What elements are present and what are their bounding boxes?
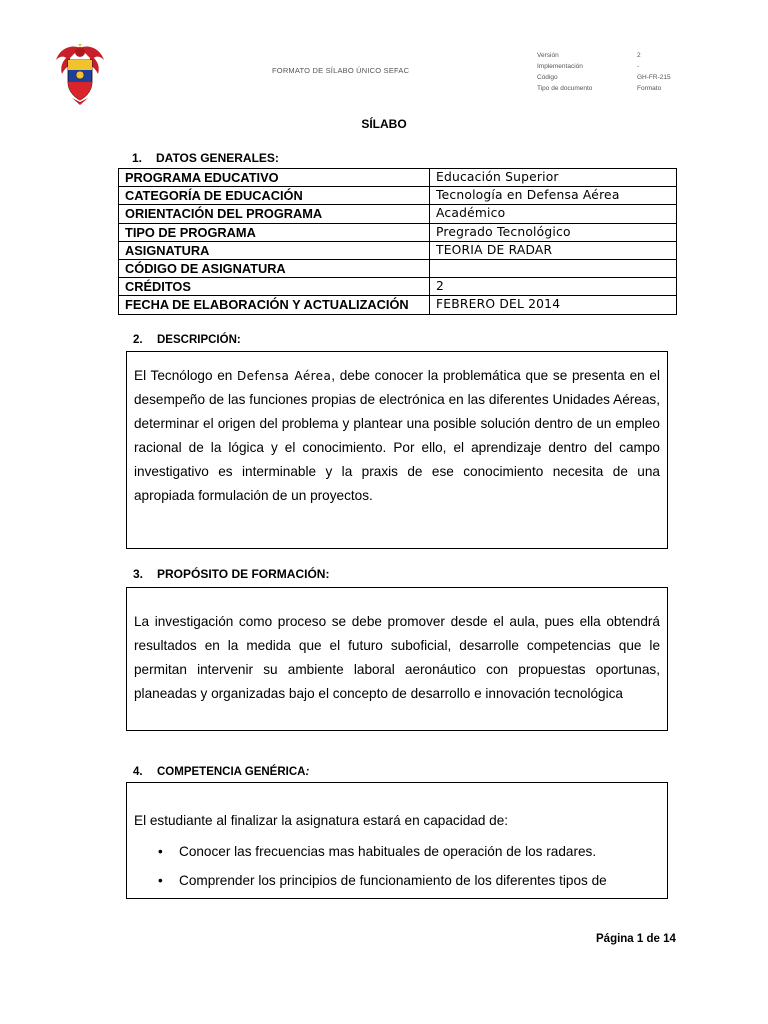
competence-box bbox=[126, 782, 668, 899]
table-row: CATEGORÍA DE EDUCACIÓN Tecnología en Defensa Aérea bbox=[119, 187, 677, 205]
general-data-table bbox=[118, 168, 677, 315]
form-title: FORMATO DE SÍLABO ÚNICO SEFAC bbox=[272, 66, 410, 75]
description-text: El Tecnólogo en Defensa Aérea, debe conocer la problemática que se presenta en el desempeño de las funciones propias de electrónica en las diferentes Unidades Aéreas, determinar el origen del problema y plantear una posible solución dentro de un empleo racional de la lógica y el conocimiento. Por ello, el aprendizaje dentro del campo investigativo es interminable y la praxis de ese conocimiento necesita de una apropiada formulación de un proyectos. bbox=[134, 368, 660, 503]
document-meta bbox=[537, 50, 697, 94]
purpose-box bbox=[126, 587, 668, 731]
meta-row: Tipo de documento Formato bbox=[537, 85, 662, 92]
list-item: • Comprender los principios de funcionamiento de los diferentes tipos de bbox=[127, 866, 667, 895]
list-item: • Conocer las frecuencias mas habituales de operación de los radares. bbox=[127, 837, 667, 866]
table-row: PROGRAMA EDUCATIVO Educación Superior bbox=[119, 169, 677, 187]
section-heading-proposito: 3. PROPÓSITO DE FORMACIÓN: bbox=[133, 567, 330, 581]
section-heading-datos: 1. DATOS GENERALES: bbox=[132, 151, 279, 165]
description-box bbox=[126, 351, 668, 549]
section-heading-competencia: 4. COMPETENCIA GENÉRICA: bbox=[133, 766, 310, 778]
meta-row: Implementación - bbox=[537, 63, 640, 70]
bullet-icon: • bbox=[158, 873, 163, 888]
purpose-text: La investigación como proceso se debe promover desde el aula, pues ella obtendrá resultados en la medida que el futuro suboficial, desarrolle competencias que le permitan intervenir su ambiente laboral aeronáutico con propuestas oportunas, planeadas y organizadas bajo el concepto de desarrollo e innovación tecnológica bbox=[134, 614, 660, 701]
table-row: FECHA DE ELABORACIÓN Y ACTUALIZACIÓN FEBRERO DEL 2014 bbox=[119, 296, 677, 314]
table-row: ASIGNATURA TEORIA DE RADAR bbox=[119, 241, 677, 259]
meta-row: Código GH-FR-215 bbox=[537, 74, 671, 81]
table-row: CÓDIGO DE ASIGNATURA bbox=[119, 259, 677, 277]
bullet-icon: • bbox=[158, 844, 163, 859]
table-row: CRÉDITOS 2 bbox=[119, 278, 677, 296]
document-title: SÍLABO bbox=[361, 117, 407, 131]
table-row: ORIENTACIÓN DEL PROGRAMA Académico bbox=[119, 205, 677, 223]
institution-crest-icon bbox=[54, 42, 106, 106]
meta-row: Versión 2 bbox=[537, 52, 641, 59]
competence-intro: El estudiante al finalizar la asignatura estará en capacidad de: bbox=[134, 813, 509, 828]
page-number: Página 1 de 14 bbox=[596, 933, 676, 945]
section-heading-descripcion: 2. DESCRIPCIÓN: bbox=[133, 334, 241, 346]
table-row: TIPO DE PROGRAMA Pregrado Tecnológico bbox=[119, 223, 677, 241]
competence-list bbox=[127, 837, 667, 895]
